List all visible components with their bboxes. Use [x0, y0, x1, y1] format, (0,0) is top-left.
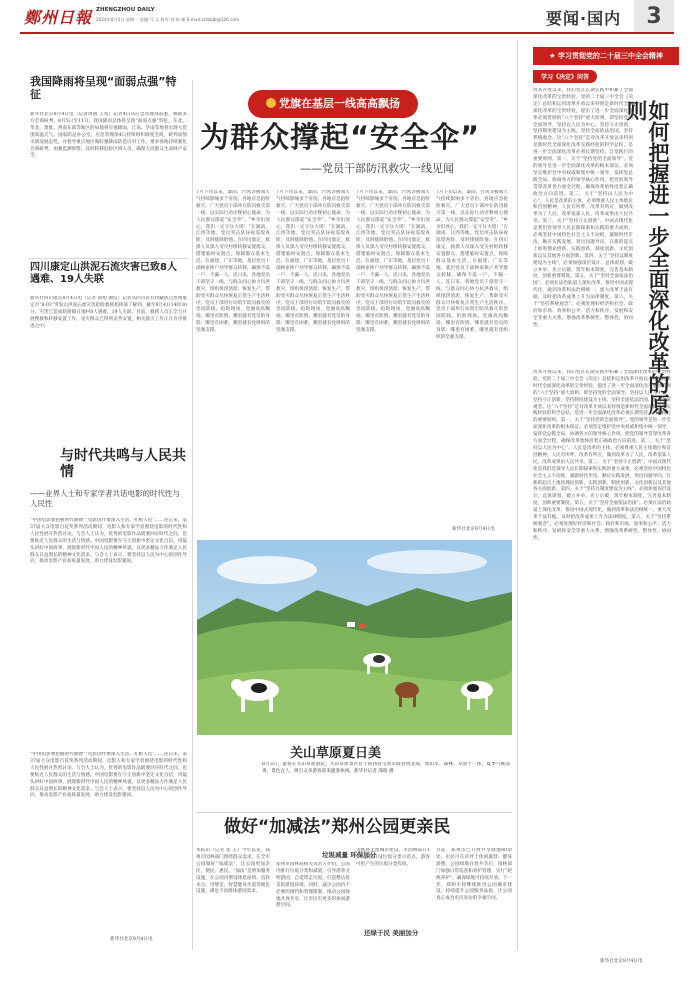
brand-name: ZHENGZHOU DAILY: [96, 7, 155, 13]
story-headline: 四川康定山洪泥石流灾害已致8人遇难、19人失联: [30, 262, 177, 285]
story-signature: 新华社北京8月4日电: [110, 937, 153, 942]
sidebar-tag: 学习《决定》问答: [533, 70, 597, 83]
grassland-photo: [197, 540, 512, 735]
story-headline: 与时代共鸣与人民共情: [60, 448, 186, 481]
sidebar-signature: 新华社北京8月4日电: [600, 959, 643, 964]
bottom-col-1: 本报讯（记者 张 玉）今年以来，郑州市园林部门围绕群众需求，在全市公园做好“加减法”，让公园更加亲民、便民、惠民。“加法”是增加服务设施，在公园内增设休息座椅、直饮水点、母婴室、智慧健身步道等便民设施，满足不同群体游园需求。: [196, 848, 270, 895]
page-number: 3: [634, 0, 674, 33]
masthead-meta: 2024年8月5日 星期一 责编 马 文 校对 刘 昀 邮 E-mail:zzrbbjb@126.com: [96, 17, 240, 22]
divider: [28, 258, 188, 259]
story-headline: 我国降雨将呈现“面弱点强”特征: [30, 75, 177, 101]
feature-col-2: 7月下旬以来，暴雨、台风等极端天气持续影响多个省份。各地应急抢险救灾。广大党员干部冲在防汛救灾第一线，以实际行动诠释初心使命，为人民群众撑起“安全伞”。“乡亲们放心，我们一定守住大堤！”在湖南、江西等地，党员突击队昼夜巡堤查险，及时排除险情。在四川康定，救援人员深入受灾村组转移安置群众，搭建临时安置点，保障群众基本生活。在福建、广东等地，基层党员干部挨家挨户劝导群众转移，确保不落一户、不漏一人。连日来，各地党员干部坚守一线，与群众同心协力抗洪救灾，组织排涝清淤、恢复生产，帮助受灾群众尽快恢复正常生产生活秩序。党员干部用行动筑牢防汛救灾的坚固防线。抢险现场，党旗高高飘扬。哪里有险情，哪里就有党员的身影；哪里有困难，哪里就有党组织的坚强支撑。: [276, 190, 350, 334]
bottom-col-2: 郑州市园林局相关负责人介绍，公园内推行垃圾分类和减量，引导游客文明游园、自觉带走垃圾，打造整洁优美的游园环境。同时，减少公园内不必要的围挡和管理限制，推动公园绿地开放共享，让市民有更多的休闲游憩空间。: [276, 862, 350, 909]
column-divider: [517, 40, 518, 950]
story-col-1: “中国电影要把握时代脉搏”“电影创作要深入生活、扎根人民”……连日来，第37届大众电影百花奖系列活动期间，电影人和专家学者围绕电影的时代性和人民性展开热烈讨论。与会人士认为，优秀的电影作品既要回应时代之问，也要贴近人民群众的生活与情感。中国电影要在守正创新中坚定文化自信，用镜头讲好中国故事，展现新时代中国人民的精神风貌，以更多精品力作满足人民群众日益增长的精神文化需求。与会人士表示，要坚持以人民为中心的创作导向，推动电影产业高质量发展，助力建设电影强国。: [30, 518, 187, 565]
column-divider: [192, 80, 193, 950]
sidebar-body-bottom: 改革开放以来，我们党在长期实践中积累了全面深化改革的宝贵经验。党的二十届三中全会《决定》总结和运用改革开放以来特别是新时代全面深化改革的宝贵经验，提出了进一步全面深化改革必须贯彻的“六个坚持”重大原则，即坚持党的全面领导，坚持以人民为中心，坚持守正创新，坚持制度建设为主线，坚持全面依法治国，坚持系统观念。这“六个坚持”是对改革开放以来特别是新时代全面深化改革实践经验的科学总结，是进一步全面深化改革必须长期坚持、自觉践行的重要原则。第一，关于“坚持党的全面领导”。党的领导是进一步全面深化改革的根本保证。必须坚定维护党中央权威和集中统一领导，发挥党总揽全局、协调各方的领导核心作用，把党的领导贯穿改革各方面全过程，确保改革始终沿着正确政治方向前进。第二，关于“坚持以人民为中心”。人民是改革的主体，必须尊重人民主体地位和首创精神，人民有所呼、改革有所应，做到改革为了人民、改革依靠人民、改革成果由人民共享。第三，关于“坚持守正创新”。中国式现代化是我们党领导人民长期探索和实践的重大成果，必须坚持中国特色社会主义不动摇，紧跟时代步伐，顺应实践发展，突出问题导向，在新的起点上推进理论创新、实践创新、制度创新、文化创新以及其他各方面创新。第四，关于“坚持以制度建设为主线”。必须加强顶层设计、总体谋划，破立并举、先立后破，筑牢根本制度，完善基本制度，创新重要制度。第五，关于“坚持全面依法治国”。必须在法治轨道上深化改革、推进中国式现代化，做到改革和法治相统一，重大改革于法有据、及时把改革成果上升为法律制度。第六，关于“坚持系统观念”。必须处理好经济和社会、政府和市场、效率和公平、活力和秩序、发展和安全等重大关系，增强改革系统性、整体性、协同性。: [533, 370, 671, 541]
newspaper-logo: 鄭州日報: [24, 8, 93, 27]
bottom-headline: 做好“加减法”郑州公园更亲民: [224, 817, 451, 837]
story-subhead: ——业界人士和专家学者共话电影的时代性与人民性: [30, 489, 180, 508]
sidebar-headline: 如何把握进一步全面深化改革的原则: [624, 100, 670, 415]
photo-headline: 关山草原夏日美: [290, 746, 382, 761]
story-col-2: “中国电影要把握时代脉搏”“电影创作要深入生活、扎根人民”……连日来，第37届大众电影百花奖系列活动期间，电影人和专家学者围绕电影的时代性和人民性展开热烈讨论。与会人士认为，优秀的电影作品既要回应时代之问，也要贴近人民群众的生活与情感。中国电影要在守正创新中坚定文化自信，用镜头讲好中国故事，展现新时代中国人民的精神风貌，以更多精品力作满足人民群众日益增长的精神文化需求。与会人士表示，要坚持以人民为中心的创作导向，推动电影产业高质量发展，助力建设电影强国。: [30, 752, 187, 799]
feature-banner: [248, 90, 418, 118]
section-label: 要闻·国内: [546, 9, 622, 28]
feature-subhead: ——党员干部防汛救灾一线见闻: [300, 162, 454, 175]
feature-col-1: 7月下旬以来，暴雨、台风等极端天气持续影响多个省份。各地应急抢险救灾。广大党员干部冲在防汛救灾第一线，以实际行动诠释初心使命，为人民群众撑起“安全伞”。“乡亲们放心，我们一定守住大堤！”在湖南、江西等地，党员突击队昼夜巡堤查险，及时排除险情。在四川康定，救援人员深入受灾村组转移安置群众，搭建临时安置点，保障群众基本生活。在福建、广东等地，基层党员干部挨家挨户劝导群众转移，确保不落一户、不漏一人。连日来，各地党员干部坚守一线，与群众同心协力抗洪救灾，组织排涝清淤、恢复生产，帮助受灾群众尽快恢复正常生产生活秩序。党员干部用行动筑牢防汛救灾的坚固防线。抢险现场，党旗高高飘扬。哪里有险情，哪里就有党员的身影；哪里有困难，哪里就有党组织的坚强支撑。: [196, 190, 270, 334]
party-flag-icon: [266, 98, 276, 108]
bottom-col-3: 为推进无废城市建设，市园林局在17个公园开设垃圾分类示范点，游客可把产生的垃圾分类投放。: [356, 848, 430, 867]
bottom-col-4: 目前，郑州市已开放共享绿地80余处，市民可在草坪上休闲露营、健身游憩。公园绿地开放共享后，园林部门加强日常巡查和养护管理，实行“轮换养护”，确保绿地可持续开放。下一步，郑州市将继续推进公园城市建设，持续提升公园服务品质，让公园真正成为市民身边的幸福空间。: [436, 848, 512, 902]
bottom-subhead-2: 还绿于民 美丽加分: [364, 929, 419, 937]
masthead-rule: [20, 32, 674, 34]
sidebar-body-top: 改革开放以来，我们党在长期实践中积累了全面深化改革的宝贵经验。党的二十届三中全会《决定》总结和运用改革开放以来特别是新时代全面深化改革的宝贵经验，提出了进一步全面深化改革必须贯彻的“六个坚持”重大原则，即坚持党的全面领导，坚持以人民为中心，坚持守正创新，坚持制度建设为主线，坚持全面依法治国，坚持系统观念。这“六个坚持”是对改革开放以来特别是新时代全面深化改革实践经验的科学总结，是进一步全面深化改革必须长期坚持、自觉践行的重要原则。第一，关于“坚持党的全面领导”。党的领导是进一步全面深化改革的根本保证。必须坚定维护党中央权威和集中统一领导，发挥党总揽全局、协调各方的领导核心作用，把党的领导贯穿改革各方面全过程，确保改革始终沿着正确政治方向前进。第二，关于“坚持以人民为中心”。人民是改革的主体，必须尊重人民主体地位和首创精神，人民有所呼、改革有所应，做到改革为了人民、改革依靠人民、改革成果由人民共享。第三，关于“坚持守正创新”。中国式现代化是我们党领导人民长期探索和实践的重大成果，必须坚持中国特色社会主义不动摇，紧跟时代步伐，顺应实践发展，突出问题导向，在新的起点上推进理论创新、实践创新、制度创新、文化创新以及其他各方面创新。第四，关于“坚持以制度建设为主线”。必须加强顶层设计、总体谋划，破立并举、先立后破，筑牢根本制度，完善基本制度，创新重要制度。第五，关于“坚持全面依法治国”。必须在法治轨道上深化改革、推进中国式现代化，做到改革和法治相统一，重大改革于法有据、及时把改革成果上升为法律制度。第六，关于“坚持系统观念”。必须处理好经济和社会、政府和市场、效率和公平、活力和秩序、发展和安全等重大关系，增强改革系统性、整体性、协同性。: [533, 88, 633, 328]
star-icon: ★: [549, 52, 558, 60]
feature-signature: 新华社北京8月4日电: [452, 527, 495, 532]
story-body: 新华社北京8月4日电（记者周圆 王希）记者4日从应急管理部获悉，根据多方会商研判，8月5日至11日，我国降雨总体将呈现“面弱点强”特征。东北、华北、黄淮、西南东部等地区的局地将有强降雨，江南、华南等地将出现大范围高温天气。国家防总办公室、应急管理部4日持续组织调度会商，研判雨情水情发展态势，并督导重点地区做好强降雨防范应对工作。要求各地持续强化会商研判，加强监测预警，及时转移危险区域人员，确保人民群众生命财产安全。: [30, 112, 187, 159]
bottom-subhead-1: 垃圾减量 环保加分: [322, 851, 377, 859]
feature-col-4: 7月下旬以来，暴雨、台风等极端天气持续影响多个省份。各地应急抢险救灾。广大党员干部冲在防汛救灾第一线，以实际行动诠释初心使命，为人民群众撑起“安全伞”。“乡亲们放心，我们一定守住大堤！”在湖南、江西等地，党员突击队昼夜巡堤查险，及时排除险情。在四川康定，救援人员深入受灾村组转移安置群众，搭建临时安置点，保障群众基本生活。在福建、广东等地，基层党员干部挨家挨户劝导群众转移，确保不落一户、不漏一人。连日来，各地党员干部坚守一线，与群众同心协力抗洪救灾，组织排涝清淤、恢复生产，帮助受灾群众尽快恢复正常生产生活秩序。党员干部用行动筑牢防汛救灾的坚固防线。抢险现场，党旗高高飘扬。哪里有险情，哪里就有党员的身影；哪里有困难，哪里就有党组织的坚强支撑。: [436, 190, 508, 341]
photo-caption: 8月3日，游客在关山草原游玩。关山草原景区位于陕西省宝鸡市陇县西北部，集山水、森林、草原于一体，夏季气候凉爽，景色宜人，吸引众多游客前来避暑休闲。新华社记者 邵瑞 摄: [262, 762, 510, 774]
story-body: 新华社四川康定8月4日电（记者 胡旭 谢佼）记者从四川省甘孜藏族自治州康定市“8·03”突发山洪泥石流灾害抢险救援指挥部了解到，截至8月4日14时30分，灾害已造成姑咱镇日地村8人遇难，19人失联。目前，救援人员正全力开展搜救和转移安置工作，受灾群众已得到妥善安置，相关救灾工作正在有序推进之中。: [30, 296, 187, 329]
feature-headline: 为群众撑起“安全伞”: [199, 120, 481, 154]
sidebar-banner: [533, 47, 679, 65]
divider: [196, 812, 512, 813]
banner-text: 党旗在基层一线高高飘扬: [279, 97, 400, 110]
banner-text: 学习贯彻党的二十届三中全会精神: [557, 52, 663, 60]
feature-col-3: 7月下旬以来，暴雨、台风等极端天气持续影响多个省份。各地应急抢险救灾。广大党员干部冲在防汛救灾第一线，以实际行动诠释初心使命，为人民群众撑起“安全伞”。“乡亲们放心，我们一定守住大堤！”在湖南、江西等地，党员突击队昼夜巡堤查险，及时排除险情。在四川康定，救援人员深入受灾村组转移安置群众，搭建临时安置点，保障群众基本生活。在福建、广东等地，基层党员干部挨家挨户劝导群众转移，确保不落一户、不漏一人。连日来，各地党员干部坚守一线，与群众同心协力抗洪救灾，组织排涝清淤、恢复生产，帮助受灾群众尽快恢复正常生产生活秩序。党员干部用行动筑牢防汛救灾的坚固防线。抢险现场，党旗高高飘扬。哪里有险情，哪里就有党员的身影；哪里有困难，哪里就有党组织的坚强支撑。: [356, 190, 430, 334]
